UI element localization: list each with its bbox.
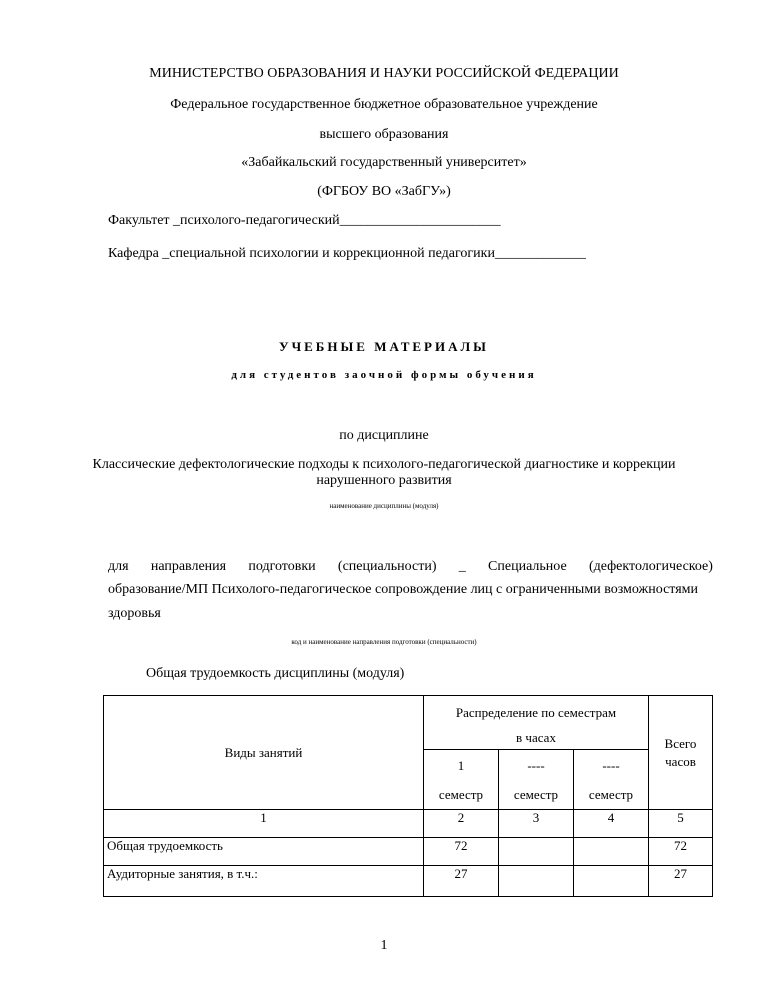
row-total: 27 <box>649 866 713 897</box>
total-hours-header-line1: Всего <box>664 735 697 751</box>
semester-number: ---- <box>499 750 574 782</box>
semester-label: семестр <box>424 782 499 810</box>
university-name: «Забайкальский государственный университет» <box>241 155 527 170</box>
distribution-subheader: в часах <box>424 730 649 750</box>
column-numbers-row <box>104 810 713 838</box>
activity-type-header: Виды занятий <box>104 696 424 810</box>
total-hours-header <box>649 696 713 810</box>
row-total: 72 <box>649 838 713 866</box>
row-s1: 72 <box>424 838 499 866</box>
discipline-caption: наименование дисциплины (модуля) <box>329 502 439 510</box>
direction-word: (специальности) <box>337 559 437 574</box>
direction-line2 <box>108 582 713 598</box>
direction-word: направления <box>150 559 227 574</box>
semester-label: семестр <box>574 782 649 810</box>
direction-block <box>108 559 713 622</box>
direction-line2-text: образование/МП Психолого-педагогическое сопровождение лиц с ограниченными возможностями <box>108 582 699 597</box>
column-number: 3 <box>499 810 574 838</box>
document-title: УЧЕБНЫЕ МАТЕРИАЛЫ <box>279 339 489 354</box>
column-number: 1 <box>104 810 424 838</box>
row-s3 <box>574 866 649 897</box>
direction-word: (дефектологическое) <box>588 559 713 574</box>
direction-word: _ <box>458 559 466 574</box>
row-name: Аудиторные занятия, в т.ч.: <box>104 866 424 897</box>
direction-word: для <box>108 559 129 574</box>
row-s1: 27 <box>424 866 499 897</box>
ministry-heading: МИНИСТЕРСТВО ОБРАЗОВАНИЯ И НАУКИ РОССИЙСКОЙ ФЕДЕРАЦИИ <box>149 66 619 81</box>
total-hours-header-line2: часов <box>665 753 696 769</box>
table-header-row <box>104 696 713 730</box>
hours-table <box>103 695 713 897</box>
direction-caption: код и наименование направления подготовки (специальности) <box>291 638 477 646</box>
semester-label: семестр <box>499 782 574 810</box>
university-abbr: (ФГБОУ ВО «ЗабГУ») <box>317 184 451 199</box>
row-name: Общая трудоемкость <box>104 838 424 866</box>
column-number: 5 <box>649 810 713 838</box>
row-s3 <box>574 838 649 866</box>
document-subtitle: для студентов заочной формы обучения <box>231 369 537 381</box>
discipline-name-line2: нарушенного развития <box>316 473 452 488</box>
direction-word: подготовки <box>248 559 316 574</box>
faculty-line: Факультет _психолого-педагогический_______________________ <box>108 213 501 228</box>
table-row <box>104 838 713 866</box>
column-number: 4 <box>574 810 649 838</box>
row-s2 <box>499 838 574 866</box>
department-line: Кафедра _специальной психологии и коррекционной педагогики_____________ <box>108 246 586 261</box>
table-row <box>104 866 713 897</box>
semester-number: ---- <box>574 750 649 782</box>
direction-line1 <box>108 559 713 575</box>
page-number: 1 <box>380 938 388 953</box>
column-number: 2 <box>424 810 499 838</box>
row-s2 <box>499 866 574 897</box>
discipline-prefix: по дисциплине <box>339 428 429 443</box>
discipline-name-line1: Классические дефектологические подходы к психолого-педагогической диагностике и коррекции <box>92 457 676 472</box>
distribution-header: Распределение по семестрам <box>424 696 649 730</box>
institution-type-line2: высшего образования <box>319 127 449 142</box>
semester-number: 1 <box>424 750 499 782</box>
direction-word: Специальное <box>488 559 567 574</box>
direction-line3: здоровья <box>108 606 161 621</box>
total-workload-label: Общая трудоемкость дисциплины (модуля) <box>146 666 405 681</box>
institution-type-line1: Федеральное государственное бюджетное образовательное учреждение <box>170 97 598 112</box>
